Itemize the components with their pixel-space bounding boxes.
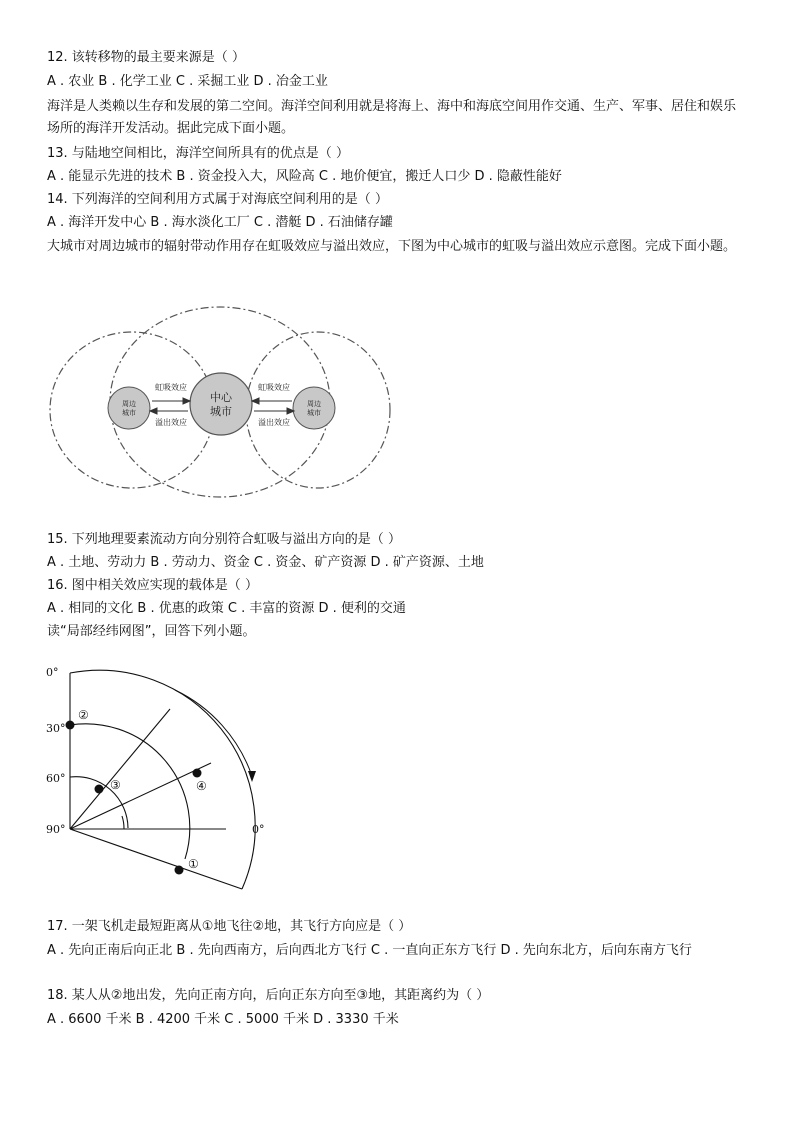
left-city-label-2: 城市 (122, 409, 136, 417)
rotation-arrow-head (248, 771, 256, 782)
q18-options: A . 6600 千米 B . 4200 千米 C . 5000 千米 D . 3330 千米 (47, 1012, 399, 1027)
right-peripheral-city (293, 387, 335, 429)
q16-stem: 16. 图中相关效应实现的载体是（ ） (47, 578, 258, 593)
q17-stem: 17. 一架飞机走最短距离从①地飞往②地，其飞行方向应是（ ） (47, 919, 412, 934)
pole-arc (122, 816, 124, 829)
point-3-dot (95, 785, 104, 794)
grid-passage: 读“局部经纬网图”，回答下列小题。 (47, 624, 256, 639)
right-spillover-label: 溢出效应 (258, 418, 290, 427)
right-city-label-1: 周边 (307, 400, 321, 408)
center-city-label-2: 城市 (210, 405, 232, 418)
left-spillover-label: 溢出效应 (155, 418, 187, 427)
lon-label-0: 0° (252, 823, 265, 836)
q12-options: A . 农业 B . 化学工业 C . 采掘工业 D . 冶金工业 (47, 74, 328, 89)
lat-label-0: 0° (46, 666, 59, 679)
q18-stem: 18. 某人从②地出发，先向正南方向，后向正东方向至③地，其距离约为（ ） (47, 988, 490, 1003)
meridian-diagonal-upper (70, 709, 170, 829)
q15-options: A . 土地、劳动力 B . 劳动力、资金 C . 资金、矿产资源 D . 矿产资源、土地 (47, 555, 484, 570)
point-3-label: ③ (110, 778, 121, 792)
left-peripheral-city (108, 387, 150, 429)
lat-label-30: 30° (46, 722, 66, 735)
lat-30-arc (70, 724, 190, 859)
rotation-arrow (175, 690, 252, 776)
city-passage: 大城市对周边城市的辐射带动作用存在虹吸效应与溢出效应，下图为中心城市的虹吸与溢出效应示意图。完成下面小题。 (47, 239, 737, 254)
center-city (190, 373, 252, 435)
q13-stem: 13. 与陆地空间相比，海洋空间所具有的优点是（ ） (47, 146, 349, 161)
point-1-label: ① (188, 857, 199, 871)
left-city-label-1: 周边 (122, 400, 136, 408)
point-1-dot (175, 866, 184, 875)
q13-options: A . 能显示先进的技术 B . 资金投入大，风险高 C . 地价便宜，搬迁人口少 D . 隐蔽性能好 (47, 169, 562, 184)
q14-options: A . 海洋开发中心 B . 海水淡化工厂 C . 潜艇 D . 石油储存罐 (47, 215, 393, 230)
siphon-spillover-diagram (40, 300, 400, 505)
lat-label-60: 60° (46, 772, 66, 785)
lat-long-grid-map (40, 658, 280, 898)
q12-stem: 12. 该转移物的最主要来源是（ ） (47, 50, 245, 65)
meridian-lower (70, 829, 242, 889)
equator-arc (70, 670, 255, 889)
q15-stem: 15. 下列地理要素流动方向分别符合虹吸与溢出方向的是（ ） (47, 532, 401, 547)
right-city-label-2: 城市 (307, 409, 321, 417)
q14-stem: 14. 下列海洋的空间利用方式属于对海底空间利用的是（ ） (47, 192, 388, 207)
center-city-label-1: 中心 (210, 391, 232, 404)
point-4-label: ④ (196, 779, 207, 793)
point-2-label: ② (78, 708, 89, 722)
point-2-dot (66, 721, 75, 730)
ocean-passage: 海洋是人类赖以生存和发展的第二空间。海洋空间利用就是将海上、海中和海底空间用作交通、生产、军事、居住和娱乐场所的海洋开发活动。据此完成下面小题。 (47, 99, 737, 136)
lat-label-90: 90° (46, 823, 66, 836)
point-4-dot (193, 769, 202, 778)
q17-options: A . 先向正南后向正北 B . 先向西南方，后向西北方飞行 C . 一直向正东方飞行 D . 先向东北方，后向东南方飞行 (47, 943, 692, 958)
right-siphon-label: 虹吸效应 (258, 383, 290, 392)
q16-options: A . 相同的文化 B . 优惠的政策 C . 丰富的资源 D . 便利的交通 (47, 601, 406, 616)
left-siphon-label: 虹吸效应 (155, 383, 187, 392)
